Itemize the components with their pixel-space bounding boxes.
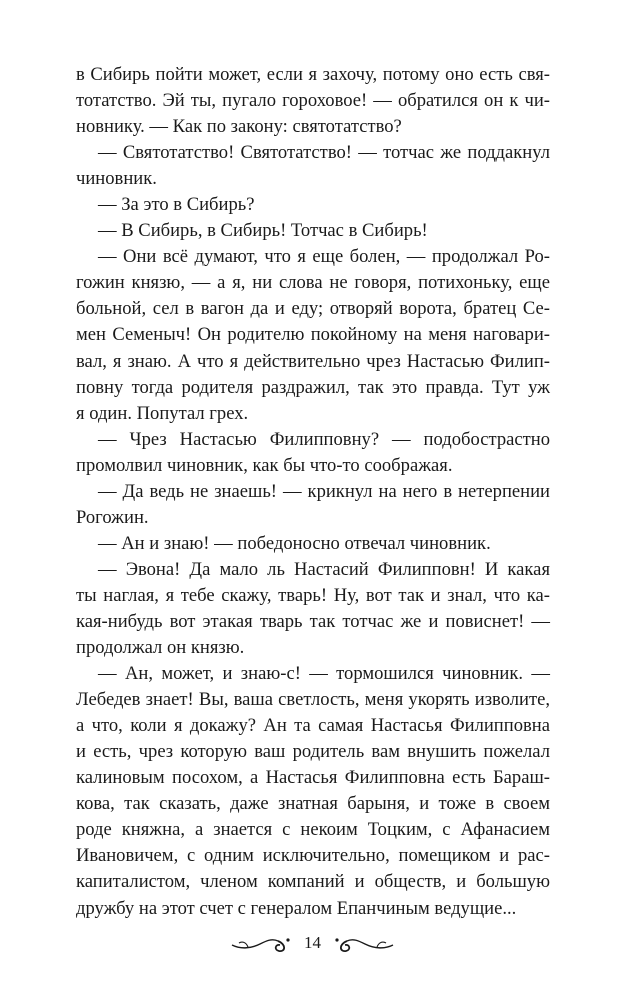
text-line: — Да ведь не знаешь! — крикнул на него в нетерпении bbox=[98, 480, 550, 502]
text-line: — За это в Сибирь? bbox=[98, 194, 255, 216]
text-line: вал, я знаю. А что я действительно чрез Настасью Филип- bbox=[76, 350, 550, 372]
text-line: ты наглая, я тебе скажу, тварь! Ну, вот так и знал, что ка- bbox=[76, 584, 550, 606]
text-line: — Чрез Настасью Филипповну? — подобострастно bbox=[98, 428, 550, 450]
text-line: промолвил чиновник, как бы что-то соображая. bbox=[76, 454, 453, 476]
text-line: — Они всё думают, что я еще болен, — продолжал Ро- bbox=[98, 246, 550, 268]
text-line: калиновым посохом, а Настасья Филипповна есть Бараш- bbox=[76, 767, 550, 789]
text-line: дружбу на этот счет с генералом Епанчиным ведущие... bbox=[76, 897, 517, 919]
page-number: 14 bbox=[304, 933, 321, 952]
text-line: а что, коли я докажу? Ан та самая Настасья Филипповна bbox=[76, 715, 550, 737]
text-line: — Ан и знаю! — победоносно отвечал чиновник. bbox=[98, 532, 491, 554]
text-line: Рогожин. bbox=[76, 506, 149, 528]
text-line: Лебедев знает! Вы, ваша светлость, меня укорять изволите, bbox=[76, 689, 550, 711]
left-flourish-icon bbox=[230, 932, 292, 954]
text-line: в Сибирь пойти может, если я захочу, потому оно есть свя- bbox=[76, 64, 550, 85]
text-line: кова, так сказать, даже знатная барыня, и тоже в своем bbox=[76, 793, 550, 815]
text-line: роде княжна, а знается с некоим Тоцким, с Афанасием bbox=[76, 819, 550, 841]
text-line: капиталистом, членом компаний и обществ, и большую bbox=[76, 871, 550, 893]
right-flourish-icon bbox=[333, 932, 395, 954]
text-line: — Эвона! Да мало ль Настасий Филипповн! И какая bbox=[98, 558, 550, 580]
text-line: продолжал он князю. bbox=[76, 637, 245, 659]
body-text bbox=[76, 62, 550, 922]
text-line: Ивановичем, с одним исключительно, помещиком и рас- bbox=[76, 845, 550, 867]
text-line: кая-нибудь вот этакая тварь так тотчас же и повиснет! — bbox=[76, 610, 550, 632]
text-line: — Ан, может, и знаю-с! — тормошился чиновник. — bbox=[98, 663, 550, 685]
text-line: и есть, чрез которую ваш родитель вам внушить пожелал bbox=[76, 741, 550, 763]
text-line: повну тогда родителя раздражил, так это правда. Тут уж bbox=[76, 376, 550, 398]
text-line: я один. Попутал грех. bbox=[76, 402, 249, 424]
page-footer bbox=[0, 928, 625, 958]
text-line: больной, сел в вагон да и еду; отворяй ворота, братец Се- bbox=[76, 298, 550, 320]
text-line: — Святотатство! Святотатство! — тотчас же поддакнул bbox=[98, 142, 550, 164]
text-line: гожин князю, — а я, ни слова не говоря, потихоньку, еще bbox=[76, 272, 550, 294]
text-line: мен Семеныч! Он родителю покойному на меня наговари- bbox=[76, 324, 550, 346]
text-line: чиновник. bbox=[76, 168, 157, 190]
text-line: тотатство. Эй ты, пугало гороховое! — обратился он к чи- bbox=[76, 90, 550, 112]
text-line: новнику. — Как по закону: святотатство? bbox=[76, 116, 402, 138]
text-line: — В Сибирь, в Сибирь! Тотчас в Сибирь! bbox=[98, 220, 428, 242]
